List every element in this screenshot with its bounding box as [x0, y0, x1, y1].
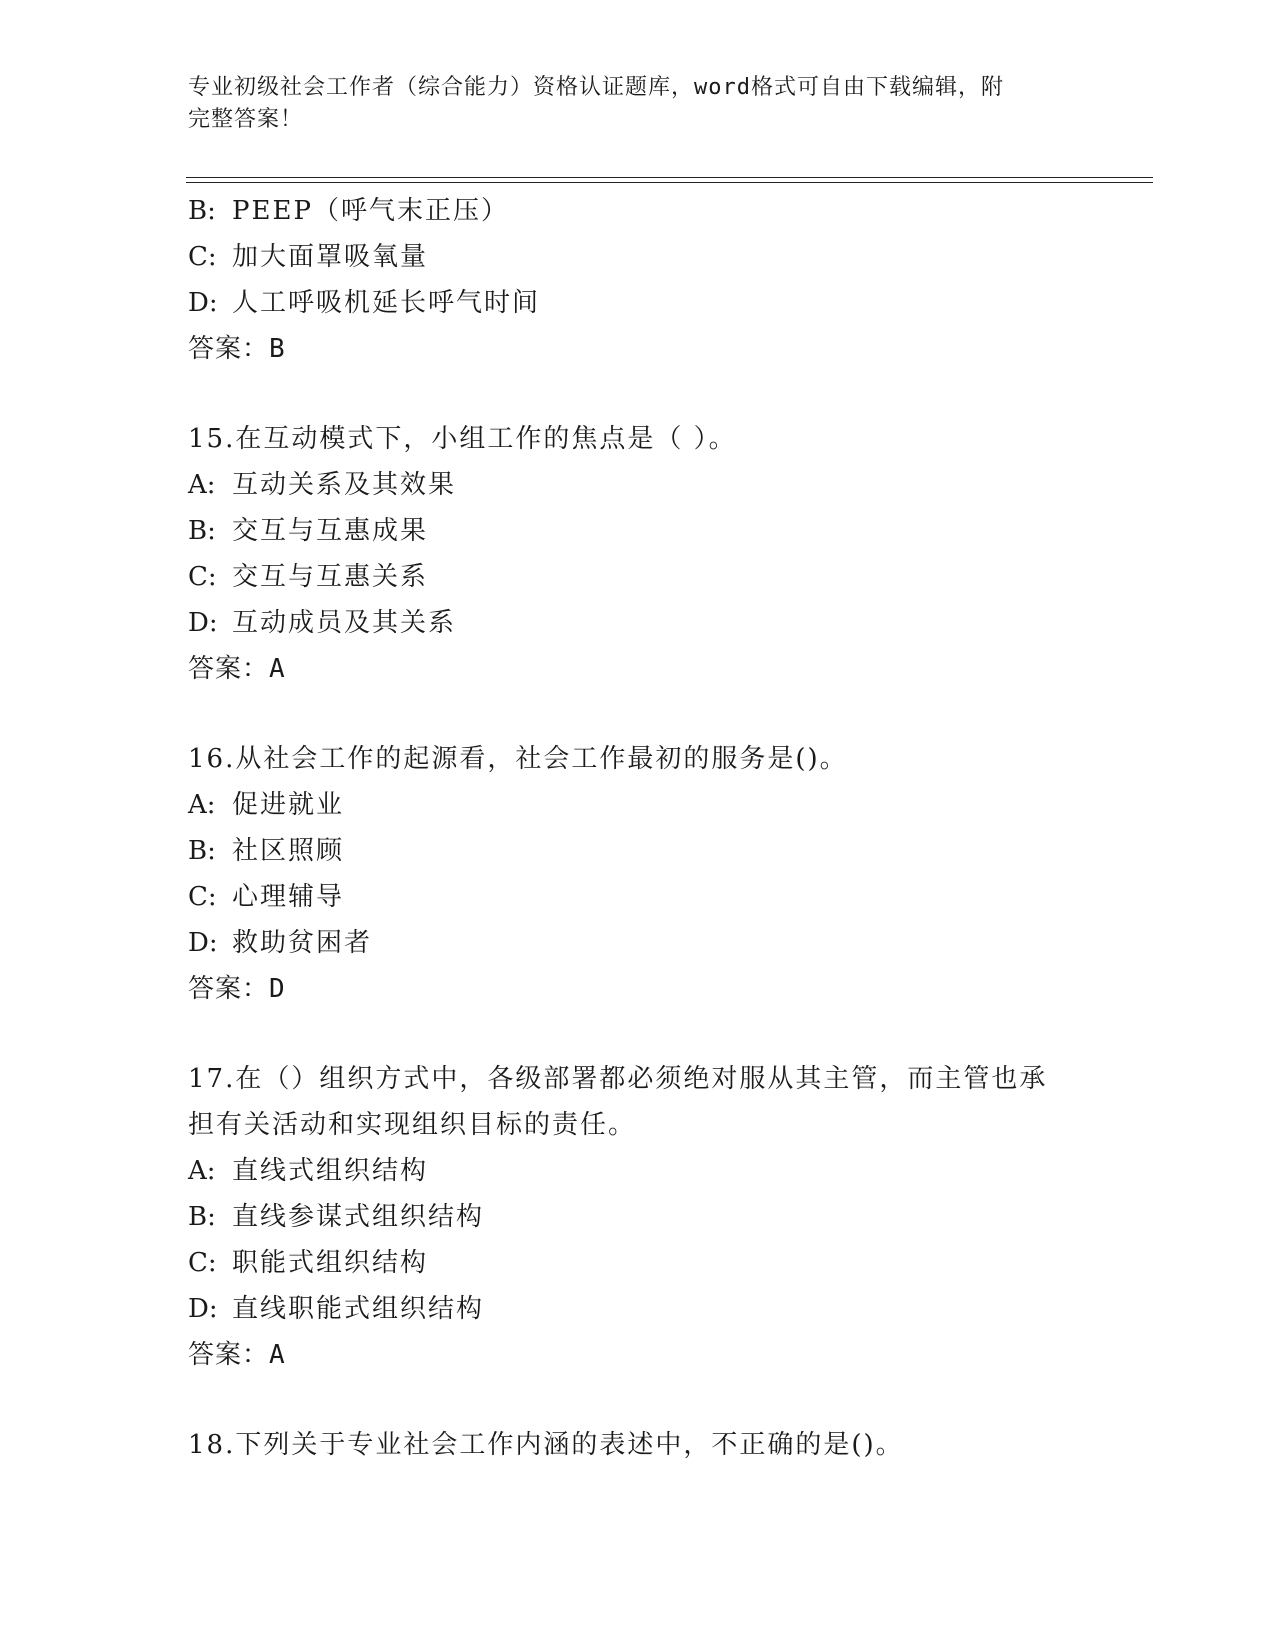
question-text: 16.从社会工作的起源看，社会工作最初的服务是()。 — [188, 744, 848, 774]
question-14-tail — [188, 188, 1088, 372]
option-prefix: A: — [188, 470, 216, 500]
question-17 — [188, 1056, 1088, 1378]
option-prefix: D: — [188, 1294, 218, 1324]
question-18 — [188, 1422, 1088, 1468]
option-prefix: D: — [188, 928, 218, 958]
option-prefix: D: — [188, 608, 218, 638]
option-text: 加大面罩吸氧量 — [232, 242, 429, 272]
option-a — [188, 782, 1088, 828]
option-text: 交互与互惠成果 — [232, 516, 429, 546]
option-d — [188, 1286, 1088, 1332]
option-b — [188, 1194, 1088, 1240]
option-text: 救助贫困者 — [232, 928, 373, 958]
header-line-1: 专业初级社会工作者（综合能力）资格认证题库，word格式可自由下载编辑，附 — [188, 75, 1004, 100]
option-prefix: B: — [188, 836, 216, 866]
question-16 — [188, 736, 1088, 1012]
document-header — [188, 72, 1088, 136]
question-text: 18.下列关于专业社会工作内涵的表述中，不正确的是()。 — [188, 1430, 904, 1460]
header-line-2: 完整答案！ — [188, 107, 304, 132]
option-d — [188, 920, 1088, 966]
option-prefix: A: — [188, 1156, 216, 1186]
option-text: 直线职能式组织结构 — [232, 1294, 485, 1324]
option-a — [188, 462, 1088, 508]
option-text: PEEP（呼气末正压） — [232, 196, 509, 226]
option-text: 直线参谋式组织结构 — [232, 1202, 485, 1232]
option-prefix: B: — [188, 196, 216, 226]
question-text-line-2: 担有关活动和实现组织目标的责任。 — [188, 1110, 637, 1140]
option-b — [188, 828, 1088, 874]
option-text: 社区照顾 — [232, 836, 345, 866]
option-text: 交互与互惠关系 — [232, 562, 429, 592]
option-d — [188, 280, 1088, 326]
option-b — [188, 188, 1088, 234]
option-prefix: B: — [188, 1202, 216, 1232]
option-text: 互动关系及其效果 — [232, 470, 457, 500]
question-15 — [188, 416, 1088, 692]
option-c — [188, 874, 1088, 920]
option-d — [188, 600, 1088, 646]
option-prefix: C: — [188, 562, 217, 592]
question-text-line-1: 17.在（）组织方式中，各级部署都必须绝对服从其主管，而主管也承 — [188, 1064, 1048, 1094]
option-text: 人工呼吸机延长呼气时间 — [232, 288, 541, 318]
header-divider-bottom — [186, 182, 1153, 183]
option-prefix: C: — [188, 1248, 217, 1278]
option-text: 心理辅导 — [232, 882, 345, 912]
option-a — [188, 1148, 1088, 1194]
option-c — [188, 554, 1088, 600]
option-text: 职能式组织结构 — [232, 1248, 429, 1278]
option-c — [188, 234, 1088, 280]
option-b — [188, 508, 1088, 554]
answer-line: 答案：D — [188, 974, 286, 1004]
document-body — [188, 188, 1088, 1468]
header-divider-top — [186, 177, 1153, 178]
option-text: 促进就业 — [232, 790, 345, 820]
option-prefix: B: — [188, 516, 216, 546]
option-prefix: C: — [188, 242, 217, 272]
answer-line: 答案：B — [188, 334, 286, 364]
question-text: 15.在互动模式下，小组工作的焦点是（ ）。 — [188, 424, 737, 454]
option-prefix: C: — [188, 882, 217, 912]
answer-line: 答案：A — [188, 654, 286, 684]
option-text: 互动成员及其关系 — [232, 608, 457, 638]
option-text: 直线式组织结构 — [232, 1156, 429, 1186]
answer-line: 答案：A — [188, 1340, 286, 1370]
option-c — [188, 1240, 1088, 1286]
option-prefix: A: — [188, 790, 216, 820]
option-prefix: D: — [188, 288, 218, 318]
